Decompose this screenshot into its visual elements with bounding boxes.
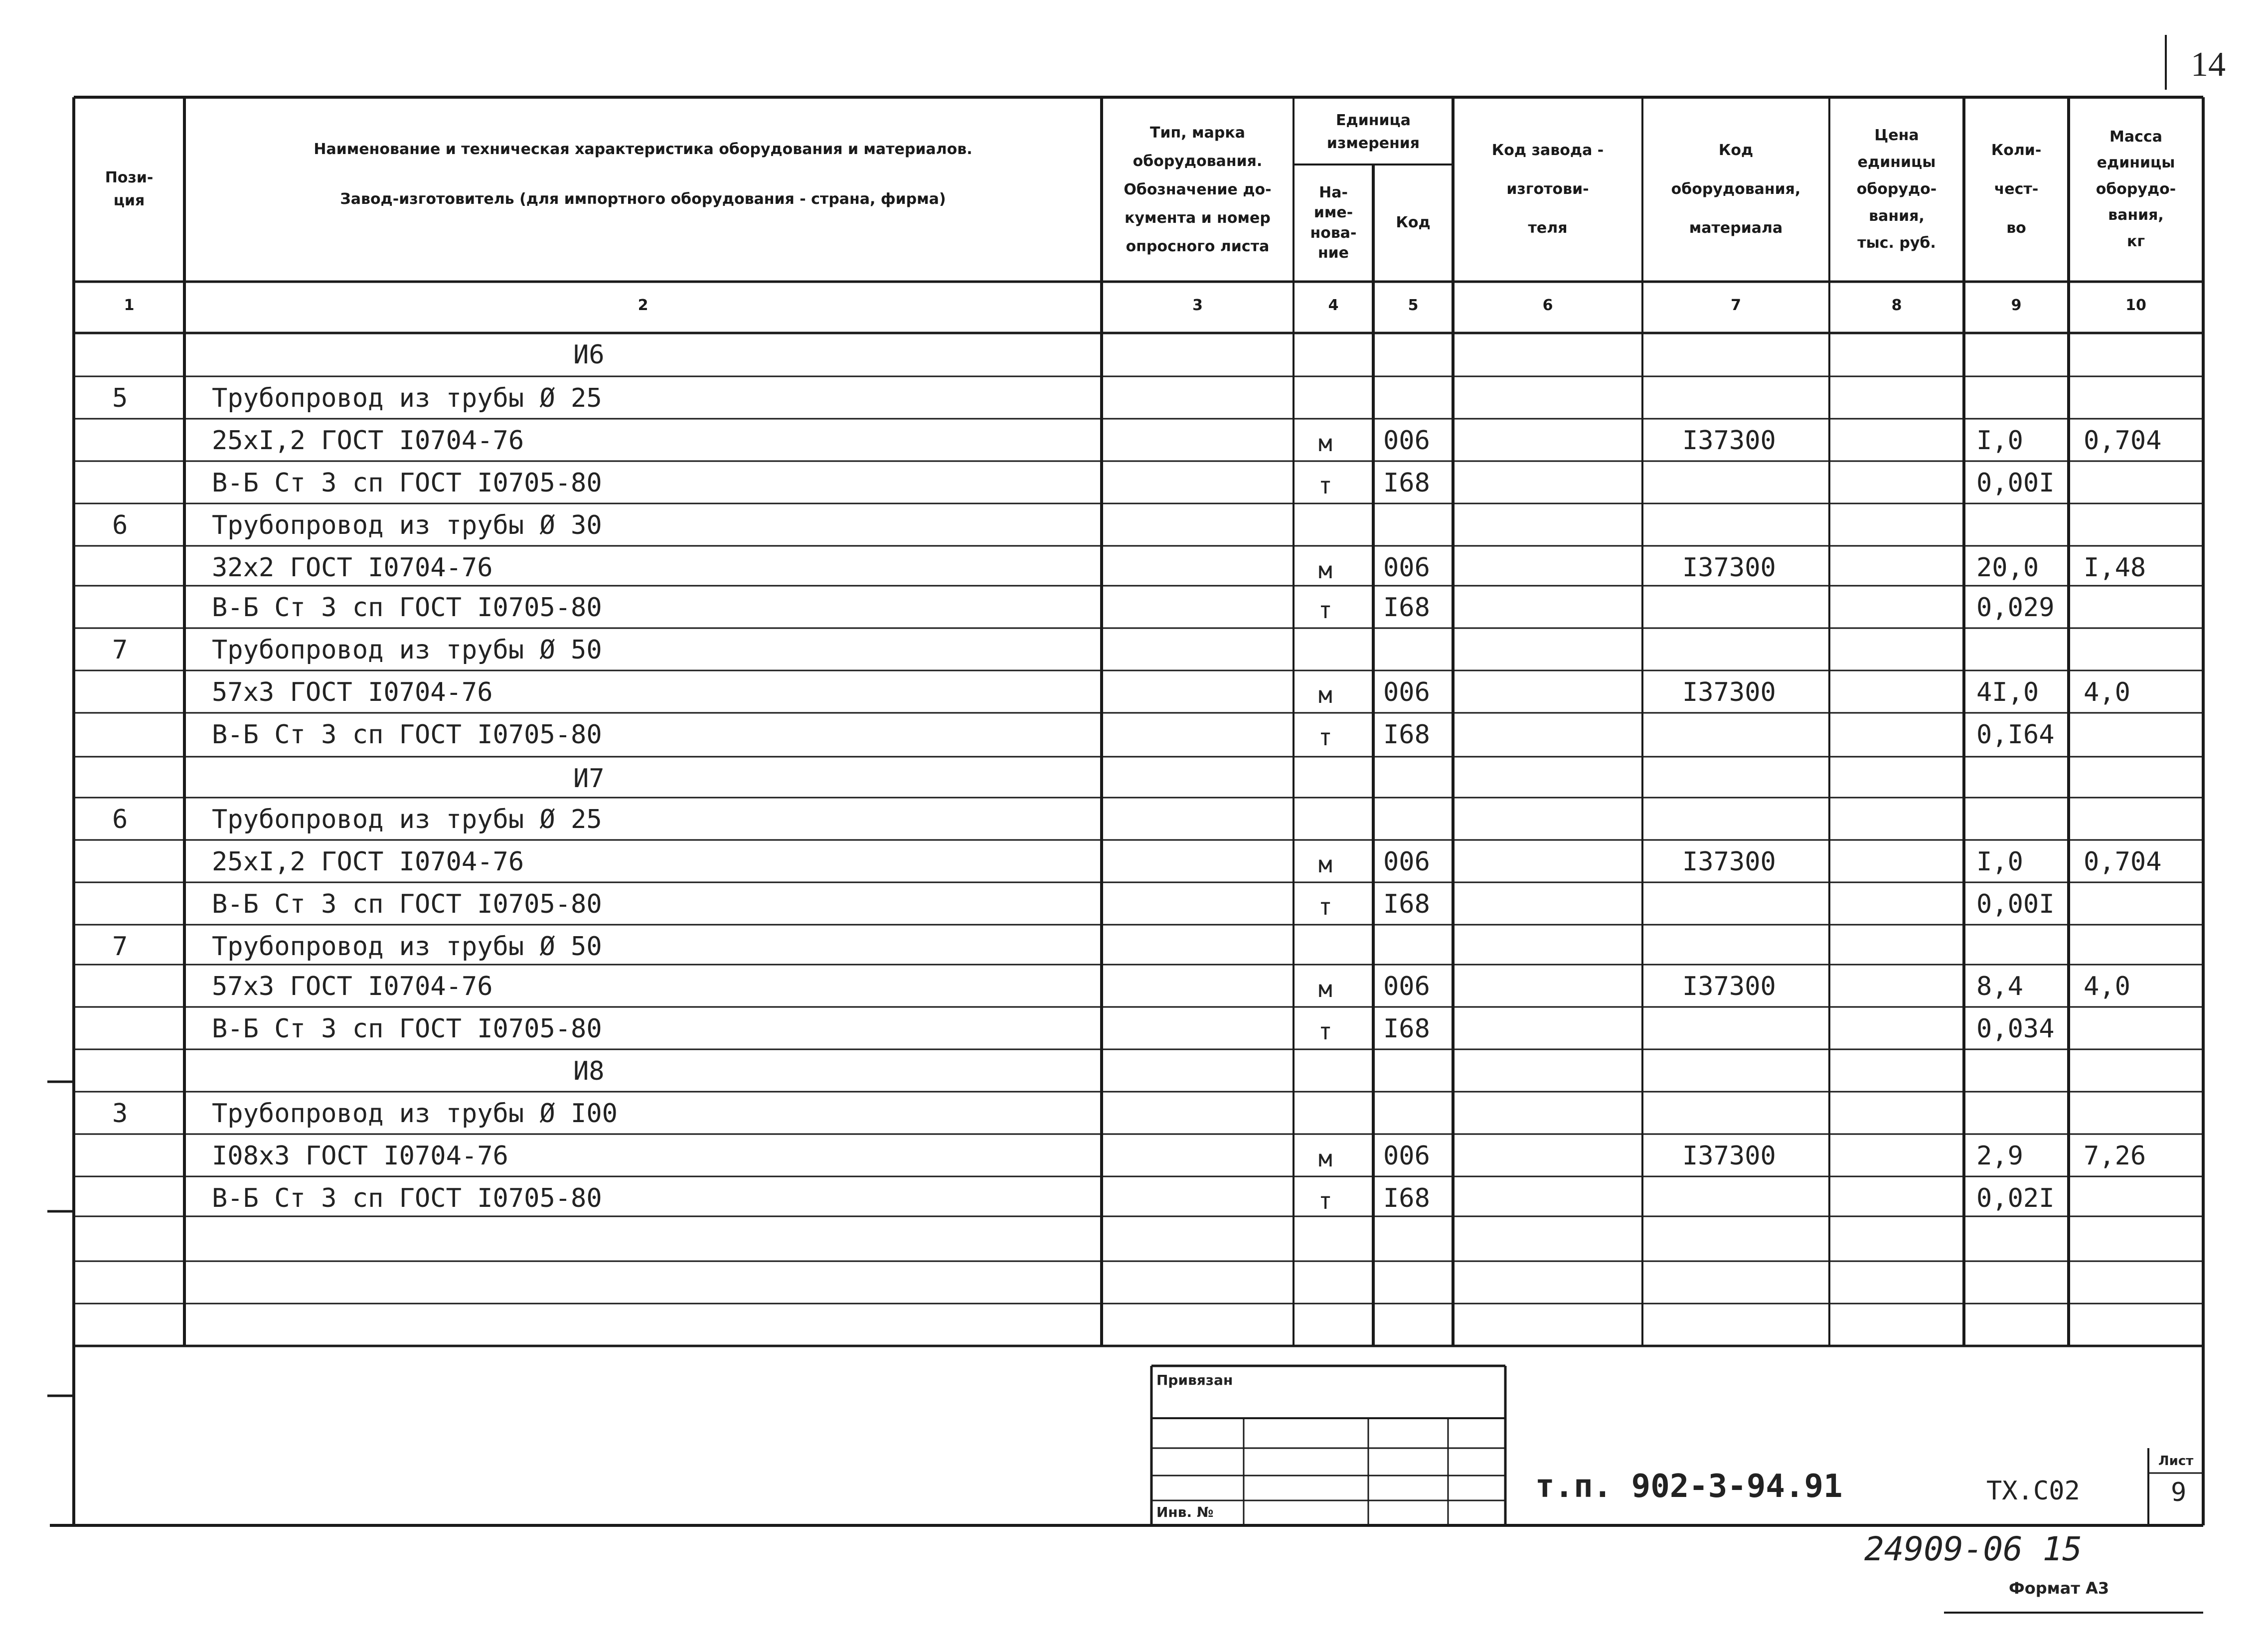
row-name: 25xI,2 ГОСТ I0704-76 bbox=[212, 847, 524, 877]
column-number: 2 bbox=[638, 297, 648, 314]
row-quantity: 4I,0 bbox=[1976, 677, 2039, 707]
row-unit: м bbox=[1318, 851, 1332, 878]
row-name: В-Б Ст 3 сп ГОСТ I0705-80 bbox=[212, 1014, 602, 1044]
row-unit-code: I68 bbox=[1383, 1014, 1430, 1044]
row-quantity: 0,I64 bbox=[1976, 720, 2055, 750]
row-quantity: 0,029 bbox=[1976, 593, 2055, 623]
row-unit-code: I68 bbox=[1383, 468, 1430, 498]
row-name: Трубопровод из трубы Ø 25 bbox=[212, 805, 602, 834]
row-material-code: I37300 bbox=[1682, 1141, 1776, 1171]
row-quantity: 8,4 bbox=[1976, 972, 2023, 1001]
row-quantity: 0,034 bbox=[1976, 1014, 2055, 1044]
column-number: 10 bbox=[2125, 297, 2146, 314]
row-name: В-Б Ст 3 сп ГОСТ I0705-80 bbox=[212, 720, 602, 750]
row-name: 57x3 ГОСТ I0704-76 bbox=[212, 677, 493, 707]
row-name: Трубопровод из трубы Ø 25 bbox=[212, 383, 602, 413]
stamp-inv-no: Инв. № bbox=[1156, 1504, 1214, 1520]
row-quantity: I,0 bbox=[1976, 847, 2023, 877]
row-unit-code: I68 bbox=[1383, 889, 1430, 919]
row-mass: 7,26 bbox=[2084, 1141, 2146, 1171]
row-quantity: 0,02I bbox=[1976, 1183, 2055, 1213]
row-unit: т bbox=[1318, 893, 1332, 920]
stamp-sheet-number: 9 bbox=[2171, 1478, 2187, 1507]
column-number: 1 bbox=[124, 297, 135, 314]
column-number: 6 bbox=[1542, 297, 1553, 314]
row-position: 7 bbox=[112, 635, 128, 665]
header-name-line2: Завод-изготовитель (для импортного оборудования - страна, фирма) bbox=[340, 190, 946, 208]
row-unit-code: I68 bbox=[1383, 720, 1430, 750]
row-name: 32x2 ГОСТ I0704-76 bbox=[212, 553, 493, 583]
row-unit-code: I68 bbox=[1383, 1183, 1430, 1213]
row-position: 3 bbox=[112, 1099, 128, 1129]
row-name: 25xI,2 ГОСТ I0704-76 bbox=[212, 426, 524, 456]
row-unit: м bbox=[1318, 976, 1332, 1002]
row-unit: т bbox=[1318, 1187, 1332, 1214]
row-unit: м bbox=[1318, 430, 1332, 457]
row-unit: т bbox=[1318, 724, 1332, 751]
header-name-line1: Наименование и техническая характеристика оборудования и материалов. bbox=[314, 140, 972, 158]
row-unit: т bbox=[1318, 597, 1332, 624]
row-mass: I,48 bbox=[2084, 553, 2146, 583]
row-quantity: 2,9 bbox=[1976, 1141, 2023, 1171]
row-mass: 4,0 bbox=[2084, 677, 2130, 707]
header-position: Пози- ция bbox=[105, 168, 154, 209]
row-unit: т bbox=[1318, 472, 1332, 499]
column-number: 8 bbox=[1891, 297, 1902, 314]
row-position: 7 bbox=[112, 932, 128, 962]
row-unit: м bbox=[1318, 557, 1332, 584]
row-name: Трубопровод из трубы Ø I00 bbox=[212, 1099, 618, 1129]
header-mass: Масса единицы оборудо- вания, кг bbox=[2096, 128, 2176, 250]
row-position: 5 bbox=[112, 383, 128, 413]
header-quantity: Коли- чест- во bbox=[1991, 142, 2042, 237]
row-name: В-Б Ст 3 сп ГОСТ I0705-80 bbox=[212, 889, 602, 919]
header-type: Тип, марка оборудования. Обозначение до- кумента и номер опросного листа bbox=[1124, 124, 1272, 255]
section-label: И8 bbox=[573, 1056, 605, 1086]
row-unit: м bbox=[1318, 1145, 1332, 1172]
header-factory-code: Код завода - изготови- теля bbox=[1491, 142, 1604, 237]
header-price: Цена единицы оборудо- вания, тыс. руб. bbox=[1856, 127, 1937, 252]
section-label: И7 bbox=[573, 764, 605, 794]
row-material-code: I37300 bbox=[1682, 426, 1776, 456]
row-unit-code: 006 bbox=[1383, 847, 1430, 877]
row-quantity: 20,0 bbox=[1976, 553, 2039, 583]
header-unit-name: На- име- нова- ние bbox=[1310, 183, 1357, 262]
row-unit-code: 006 bbox=[1383, 1141, 1430, 1171]
row-position: 6 bbox=[112, 510, 128, 540]
stamp-privyazan: Привязан bbox=[1156, 1372, 1233, 1388]
row-quantity: I,0 bbox=[1976, 426, 2023, 456]
row-name: 57x3 ГОСТ I0704-76 bbox=[212, 972, 493, 1001]
column-number: 4 bbox=[1328, 297, 1339, 314]
row-mass: 4,0 bbox=[2084, 972, 2130, 1001]
row-material-code: I37300 bbox=[1682, 847, 1776, 877]
row-material-code: I37300 bbox=[1682, 677, 1776, 707]
row-mass: 0,704 bbox=[2084, 847, 2162, 877]
header-unit: Единица измерения bbox=[1326, 111, 1420, 152]
stamp-project-number: т.п. 902-3-94.91 bbox=[1535, 1468, 1843, 1505]
row-name: В-Б Ст 3 сп ГОСТ I0705-80 bbox=[212, 468, 602, 498]
corner-page-number: 14 bbox=[2191, 45, 2226, 84]
row-name: Трубопровод из трубы Ø 50 bbox=[212, 932, 602, 962]
row-material-code: I37300 bbox=[1682, 553, 1776, 583]
row-unit-code: 006 bbox=[1383, 553, 1430, 583]
format-label: Формат А3 bbox=[2009, 1579, 2109, 1598]
row-material-code: I37300 bbox=[1682, 972, 1776, 1001]
row-quantity: 0,00I bbox=[1976, 468, 2055, 498]
stamp-doc-code: ТХ.С02 bbox=[1986, 1476, 2080, 1506]
row-unit-code: 006 bbox=[1383, 677, 1430, 707]
row-name: Трубопровод из трубы Ø 30 bbox=[212, 510, 602, 540]
row-unit: м bbox=[1318, 681, 1332, 708]
handwritten-number: 24909-06 15 bbox=[1864, 1530, 2083, 1568]
row-name: Трубопровод из трубы Ø 50 bbox=[212, 635, 602, 665]
column-number: 9 bbox=[2011, 297, 2022, 314]
stamp-sheet-label: Лист bbox=[2158, 1454, 2194, 1469]
header-material-code: Код оборудования, материала bbox=[1671, 142, 1801, 237]
row-unit: т bbox=[1318, 1018, 1332, 1045]
row-name: В-Б Ст 3 сп ГОСТ I0705-80 bbox=[212, 1183, 602, 1213]
row-name: I08x3 ГОСТ I0704-76 bbox=[212, 1141, 508, 1171]
row-mass: 0,704 bbox=[2084, 426, 2162, 456]
column-number: 7 bbox=[1731, 297, 1741, 314]
column-number: 3 bbox=[1192, 297, 1203, 314]
column-number: 5 bbox=[1408, 297, 1419, 314]
row-unit-code: 006 bbox=[1383, 972, 1430, 1001]
row-quantity: 0,00I bbox=[1976, 889, 2055, 919]
row-position: 6 bbox=[112, 805, 128, 834]
header-unit-code: Код bbox=[1396, 214, 1431, 232]
row-unit-code: I68 bbox=[1383, 593, 1430, 623]
row-name: В-Б Ст 3 сп ГОСТ I0705-80 bbox=[212, 593, 602, 623]
row-unit-code: 006 bbox=[1383, 426, 1430, 456]
section-label: И6 bbox=[573, 340, 605, 370]
